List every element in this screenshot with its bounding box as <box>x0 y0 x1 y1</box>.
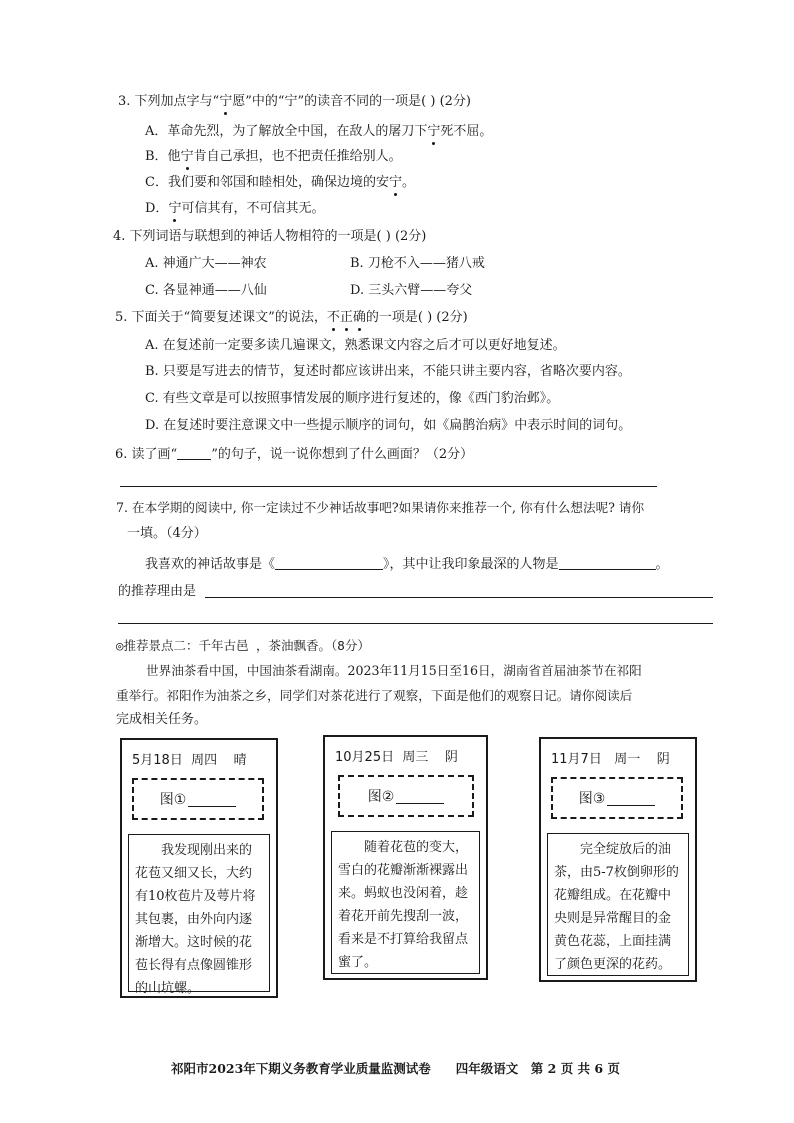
diary-header: 5月18日 周四 晴 <box>132 753 247 768</box>
diary-text: 完全绽放后的油茶，由5-7枚倒卵形的花瓣组成。在花瓣中央则是异常醒目的金黄色花蕊，上面挂满了颜色更深的花药。 <box>554 842 679 972</box>
page-footer: 祁阳市2023年下期义务教育学业质量监测试卷 四年级语文 第 2 页 共 6 页 <box>171 1061 620 1076</box>
question-3-option-c: C．我们要和邻国和睦相处，确保边境的安宁。 <box>145 175 415 190</box>
question-5-option-a: A. 在复述前一定要多读几遍课文，熟悉课文内容之后才可以更好地复述。 <box>145 338 566 353</box>
underline-sample <box>177 445 211 460</box>
diary-card-1 <box>120 738 278 998</box>
story-name-blank[interactable] <box>275 555 383 570</box>
question-3-option-a: A．革命先烈，为了解放全中国，在敌人的屠刀下宁死不屈。 <box>145 124 493 139</box>
diary-text: 随着花苞的变大，雪白的花瓣渐渐裸露出来。蚂蚁也没闲着，趁着花开前先搜刮一波，看来是不打算给我留点蜜了。 <box>338 840 469 970</box>
question-5-stem: 5. 下面关于“简要复述课文”的说法，不正确的一项是( ) (2分) <box>115 310 468 325</box>
figure-label-box: 图① <box>132 778 264 820</box>
diary-text-frame <box>331 831 480 974</box>
figure-blank[interactable] <box>396 789 444 804</box>
diary-text-frame <box>547 833 689 976</box>
figure-blank[interactable] <box>188 792 236 807</box>
reason-answer-line-1[interactable] <box>205 597 713 598</box>
diary-header: 11月7日 周一 阴 <box>551 752 670 767</box>
diary-header: 10月25日 周三 阴 <box>335 750 458 765</box>
figure-label-box: 图② <box>338 775 474 817</box>
reason-answer-line-2[interactable] <box>118 623 713 624</box>
figure-blank[interactable] <box>607 791 655 806</box>
character-blank[interactable] <box>559 555 656 570</box>
section-2-intro-3: 完成相关任务。 <box>116 712 208 727</box>
section-2-title: ◎推荐景点二：千年古邑 ，茶油飘香。（8分） <box>116 638 370 653</box>
section-2-intro-2: 重举行。祁阳作为油茶之乡，同学们对茶花进行了观察，下面是他们的观察日记。请你阅读后 <box>116 688 633 703</box>
section-2-intro-1: 世界油茶看中国，中国油茶看湖南。2023年11月15日至16日，湖南省首届油茶节在祁阳 <box>146 663 642 678</box>
dotted-char: 宁 <box>219 94 233 109</box>
diary-text: 我发现刚出来的花苞又细又长，大约有10枚苞片及萼片将其包裹，由外向内逐渐增大。这时候的花苞长得有点像圆锥形的山坑螺。 <box>135 843 256 996</box>
question-7-stem: 7. 在本学期的阅读中, 你一定读过不少神话故事吧?如果请你来推荐一个, 你有什么想法呢? 请你 <box>116 500 645 515</box>
question-5-option-d: D. 在复述时要注意课文中一些提示顺序的词句，如《扁鹊治病》中表示时间的词句。 <box>145 418 632 433</box>
question-4-option-a: A. 神通广大——神农 <box>145 256 267 271</box>
question-5-option-c: C. 有些文章是可以按照事情发展的顺序进行复述的，像《西门豹治邺》。 <box>145 391 560 406</box>
question-4-option-c: C. 各显神通——八仙 <box>145 283 267 298</box>
diary-card-3 <box>539 737 697 982</box>
question-4-option-b: B. 刀枪不入——猪八戒 <box>350 256 485 271</box>
figure-label-box: 图③ <box>551 777 683 819</box>
question-3-stem: 3. 下列加点字与“宁愿”中的“宁”的读音不同的一项是( ) (2分) <box>118 94 471 109</box>
diary-card-2 <box>323 735 488 980</box>
question-5-option-b: B. 只要是写进去的情节，复述时都应该讲出来，不能只讲主要内容，省略次要内容。 <box>145 364 631 379</box>
question-7-stem-line2: 一填。（4分） <box>127 526 207 541</box>
question-3-option-d: D．宁可信其有，不可信其无。 <box>145 201 325 216</box>
question-4-stem: 4. 下列词语与联想到的神话人物相符的一项是( ) (2分) <box>113 229 427 244</box>
question-7-reason-label: 的推荐理由是 <box>118 584 197 599</box>
question-7-fill-line: 我喜欢的神话故事是《 》，其中让我印象最深的人物是 。 <box>145 557 669 572</box>
question-4-option-d: D. 三头六臂——夸父 <box>350 283 473 298</box>
question-6-stem: 6. 读了画“ ”的句子，说一说你想到了什么画面？（2分） <box>115 447 474 462</box>
answer-line-q6[interactable] <box>120 486 657 487</box>
question-3-option-b: B．他宁肯自己承担，也不把责任推给别人。 <box>145 149 402 164</box>
diary-text-frame <box>128 834 270 996</box>
